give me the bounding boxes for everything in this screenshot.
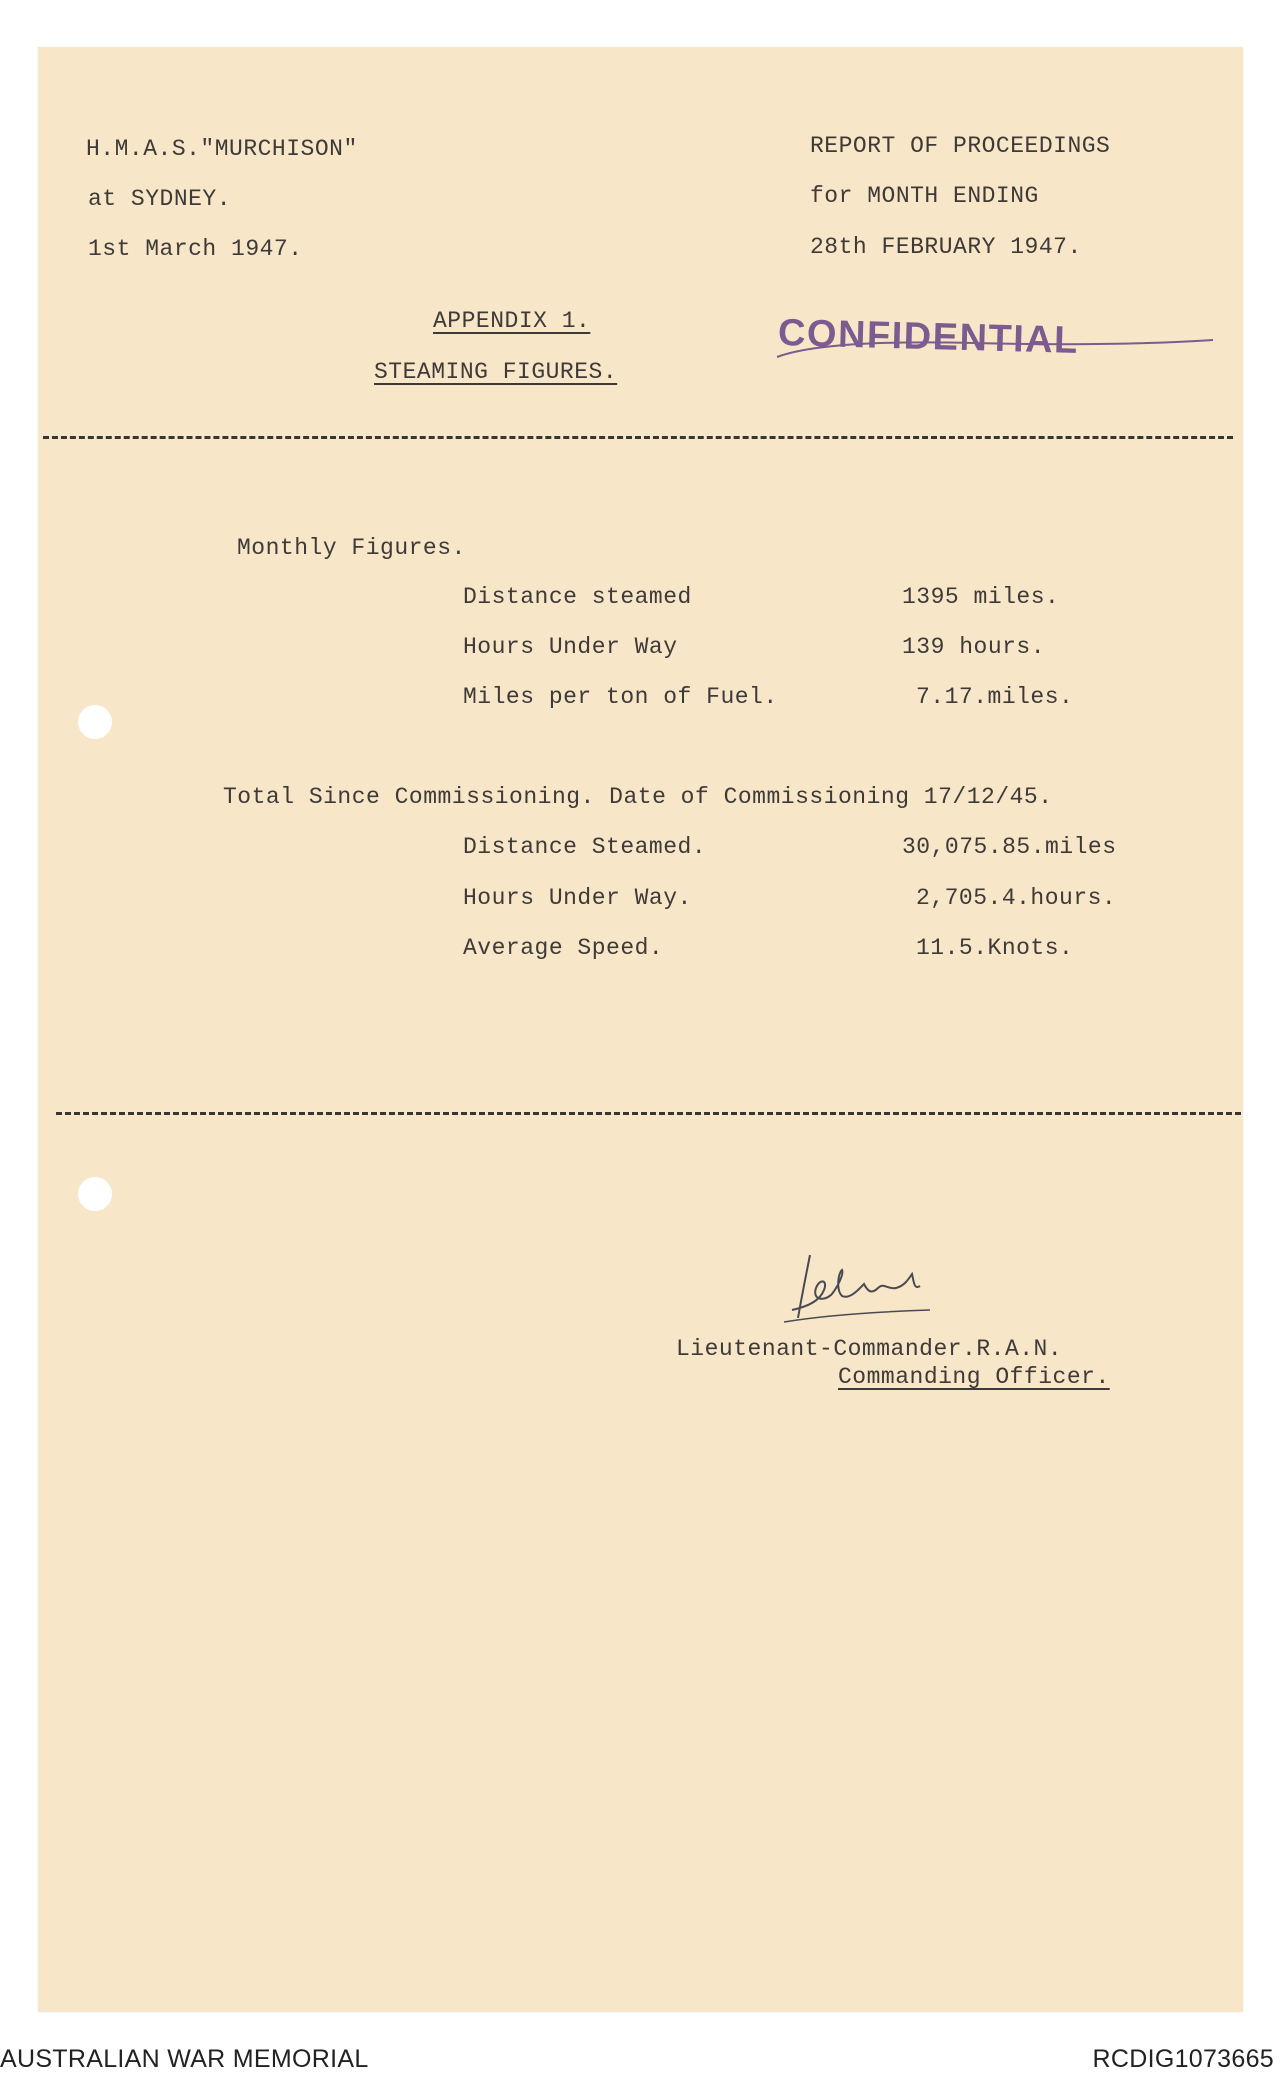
total-label: Distance Steamed.: [463, 834, 707, 860]
ship-name: H.M.A.S."MURCHISON": [86, 136, 358, 162]
divider-top: [43, 436, 1233, 439]
monthly-value: 139 hours.: [902, 634, 1046, 660]
ship-location: at SYDNEY.: [88, 186, 232, 212]
signatory-role: Commanding Officer.: [838, 1364, 1110, 1390]
appendix-subtitle: STEAMING FIGURES.: [374, 359, 618, 385]
punch-hole-bottom: [78, 1177, 112, 1211]
report-title: REPORT OF PROCEEDINGS: [810, 133, 1111, 159]
total-value: 30,075.85.miles: [902, 834, 1117, 860]
monthly-heading: Monthly Figures.: [237, 535, 466, 561]
total-label: Hours Under Way.: [463, 885, 692, 911]
monthly-label: Distance steamed: [463, 584, 692, 610]
total-heading: Total Since Commissioning. Date of Commissioning 17/12/45.: [223, 784, 1053, 810]
divider-bottom: [56, 1112, 1241, 1115]
footer-archive-name: AUSTRALIAN WAR MEMORIAL: [0, 2045, 369, 2073]
handwritten-signature: [780, 1240, 960, 1330]
monthly-value: 7.17.miles.: [916, 684, 1074, 710]
appendix-title: APPENDIX 1.: [433, 308, 591, 334]
monthly-value: 1395 miles.: [902, 584, 1060, 610]
total-label: Average Speed.: [463, 935, 664, 961]
monthly-label: Hours Under Way: [463, 634, 678, 660]
report-date: 28th FEBRUARY 1947.: [810, 234, 1082, 260]
report-period: for MONTH ENDING: [810, 183, 1039, 209]
letter-date: 1st March 1947.: [88, 236, 303, 262]
punch-hole-top: [78, 705, 112, 739]
signatory-rank: Lieutenant-Commander.R.A.N.: [676, 1336, 1063, 1362]
total-value: 11.5.Knots.: [916, 935, 1074, 961]
stamp-strike-line: [775, 323, 1215, 363]
monthly-label: Miles per ton of Fuel.: [463, 684, 778, 710]
footer-record-id: RCDIG1073665: [1092, 2045, 1274, 2073]
total-value: 2,705.4.hours.: [916, 885, 1117, 911]
confidential-stamp: CONFIDENTIAL: [777, 312, 1080, 362]
